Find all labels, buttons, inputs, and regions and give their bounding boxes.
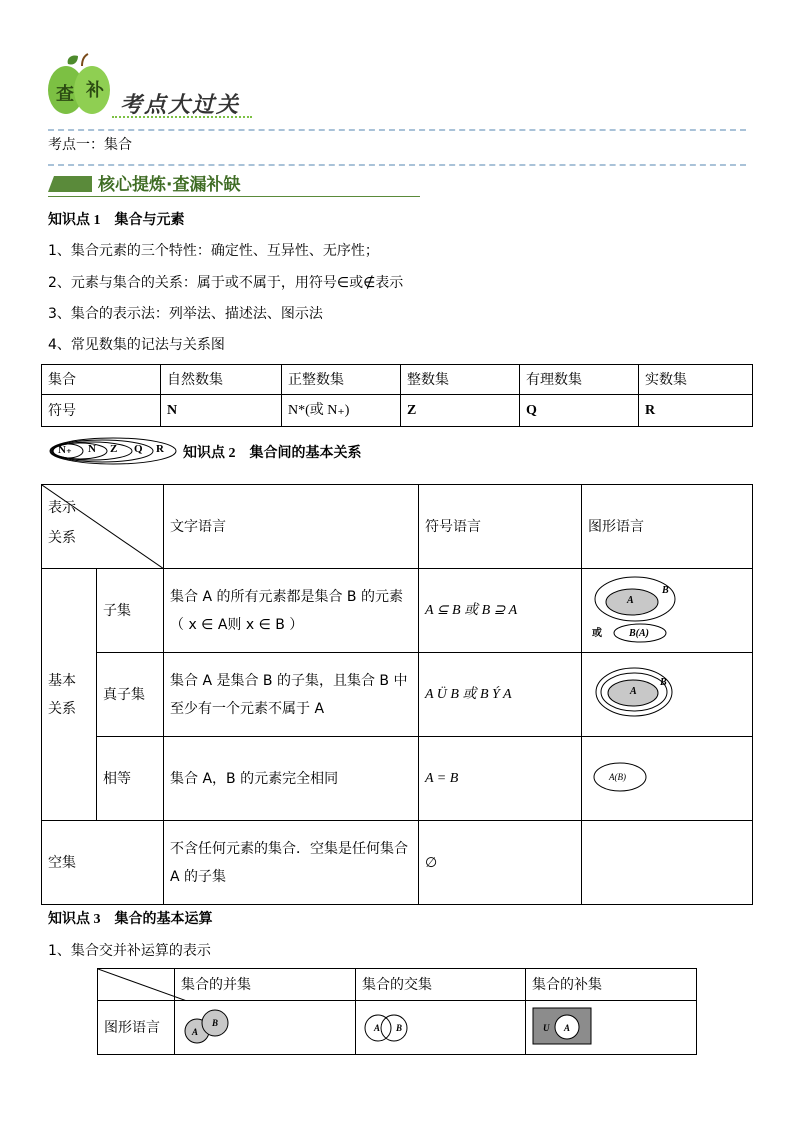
- ops-diag-cell: [98, 969, 175, 1001]
- complement-venn-icon: [532, 1007, 594, 1047]
- banner: [48, 170, 420, 197]
- proper-subset-venn-icon: [594, 665, 684, 721]
- ns-cell: 符号: [42, 395, 161, 427]
- divider-bottom: [48, 164, 746, 166]
- ns-cell: 集合: [42, 365, 161, 395]
- kp3-title: 知识点 3 集合的基本运算: [48, 912, 213, 927]
- fig-label: A(B): [609, 772, 626, 782]
- ops-header: 集合的补集: [526, 969, 697, 1001]
- ns-cell: 有理数集: [520, 365, 639, 395]
- ellipse-label: Z: [110, 443, 118, 455]
- header-underline: [112, 116, 252, 118]
- group-label: 基本 关系: [42, 569, 97, 821]
- row-name: 真子集: [97, 653, 164, 737]
- fig-label-b: B: [660, 677, 667, 688]
- header-col1: 文字语言: [164, 485, 419, 569]
- row-symbol: A = B: [419, 737, 582, 821]
- banner-title: 核心提炼·查漏补缺: [98, 175, 241, 195]
- fig-label-a: A: [627, 595, 634, 606]
- kp1-item-4: 4、常见数集的记法与关系图: [48, 337, 225, 353]
- union-venn-icon: [181, 1007, 241, 1047]
- row-text: 集合 A，B 的元素完全相同: [164, 737, 419, 821]
- ellipse-label: N₊: [58, 444, 72, 456]
- ns-cell: N*(或 N₊): [282, 395, 401, 427]
- diag-top-label: 表示: [48, 500, 76, 516]
- header-col3: 图形语言: [582, 485, 753, 569]
- ns-cell: 整数集: [401, 365, 520, 395]
- union-figure: [175, 1001, 356, 1055]
- ns-cell: N: [161, 395, 282, 427]
- fig-label-ab: B(A): [629, 628, 649, 639]
- banner-bar-icon: [48, 176, 92, 192]
- row-symbol: ∅: [419, 821, 582, 905]
- intersection-label-b: B: [396, 1023, 403, 1033]
- ellipse-label: N: [88, 443, 96, 455]
- ops-header: 集合的并集: [175, 969, 356, 1001]
- header-title: 考点大过关: [120, 92, 241, 117]
- row-figure: [582, 821, 753, 905]
- kp1-item-3: 3、集合的表示法：列举法、描述法、图示法: [48, 306, 323, 322]
- ops-row-label: 图形语言: [98, 1001, 175, 1055]
- ns-cell: 实数集: [639, 365, 753, 395]
- union-label-b: B: [212, 1018, 219, 1028]
- ns-cell: Z: [401, 395, 520, 427]
- row-figure: [582, 569, 753, 653]
- kp1-item-1: 1、集合元素的三个特性：确定性、互异性、无序性；: [48, 243, 379, 259]
- ns-cell: 正整数集: [282, 365, 401, 395]
- complement-figure: [526, 1001, 697, 1055]
- logo-char-1: 查: [56, 84, 74, 105]
- ellipse-label: Q: [134, 443, 143, 455]
- row-name: 子集: [97, 569, 164, 653]
- complement-label-u: U: [543, 1023, 550, 1033]
- operations-table: [97, 968, 697, 1055]
- complement-label-a: A: [564, 1023, 571, 1033]
- number-set-ellipses: [48, 436, 178, 466]
- ns-cell: Q: [520, 395, 639, 427]
- fig-label-a: A: [630, 686, 637, 697]
- fig-or: 或: [592, 628, 602, 639]
- diagonal-line: [98, 969, 187, 1001]
- intersection-label-a: A: [374, 1023, 381, 1033]
- header-col2: 符号语言: [419, 485, 582, 569]
- row-text: 不含任何元素的集合．空集是任何集合 A 的子集: [164, 821, 419, 905]
- logo-char-2: 补: [86, 80, 104, 101]
- ns-cell: R: [639, 395, 753, 427]
- ops-header: 集合的交集: [356, 969, 526, 1001]
- row-figure: [582, 737, 753, 821]
- row-name: 空集: [42, 821, 164, 905]
- intersection-figure: [356, 1001, 526, 1055]
- topic-title: 考点一：集合: [48, 137, 132, 153]
- ns-cell: 自然数集: [161, 365, 282, 395]
- relations-table: [41, 484, 753, 905]
- fig-label-b: B: [662, 585, 669, 596]
- number-set-table: [41, 364, 753, 427]
- row-symbol: A Ü B 或 B Ý A: [419, 653, 582, 737]
- divider-top: [48, 129, 746, 131]
- row-symbol: A ⊆ B 或 B ⊇ A: [419, 569, 582, 653]
- ellipse-label: R: [156, 443, 164, 455]
- row-name: 相等: [97, 737, 164, 821]
- intersection-venn-icon: [360, 1008, 420, 1048]
- row-text: 集合 A 的所有元素都是集合 B 的元素（ x ∈ A则 x ∈ B ）: [164, 569, 419, 653]
- kp3-item: 1、集合交并补运算的表示: [48, 943, 211, 959]
- kp2-title: 知识点 2 集合间的基本关系: [183, 446, 362, 461]
- kp1-item-2: 2、元素与集合的关系：属于或不属于，用符号∈或∉表示: [48, 275, 404, 291]
- diag-bottom-label: 关系: [48, 530, 76, 546]
- row-text: 集合 A 是集合 B 的子集，且集合 B 中至少有一个元素不属于 A: [164, 653, 419, 737]
- diag-header-cell: [42, 485, 164, 569]
- kp1-title: 知识点 1 集合与元素: [48, 213, 185, 228]
- row-figure: [582, 653, 753, 737]
- union-label-a: A: [192, 1027, 199, 1037]
